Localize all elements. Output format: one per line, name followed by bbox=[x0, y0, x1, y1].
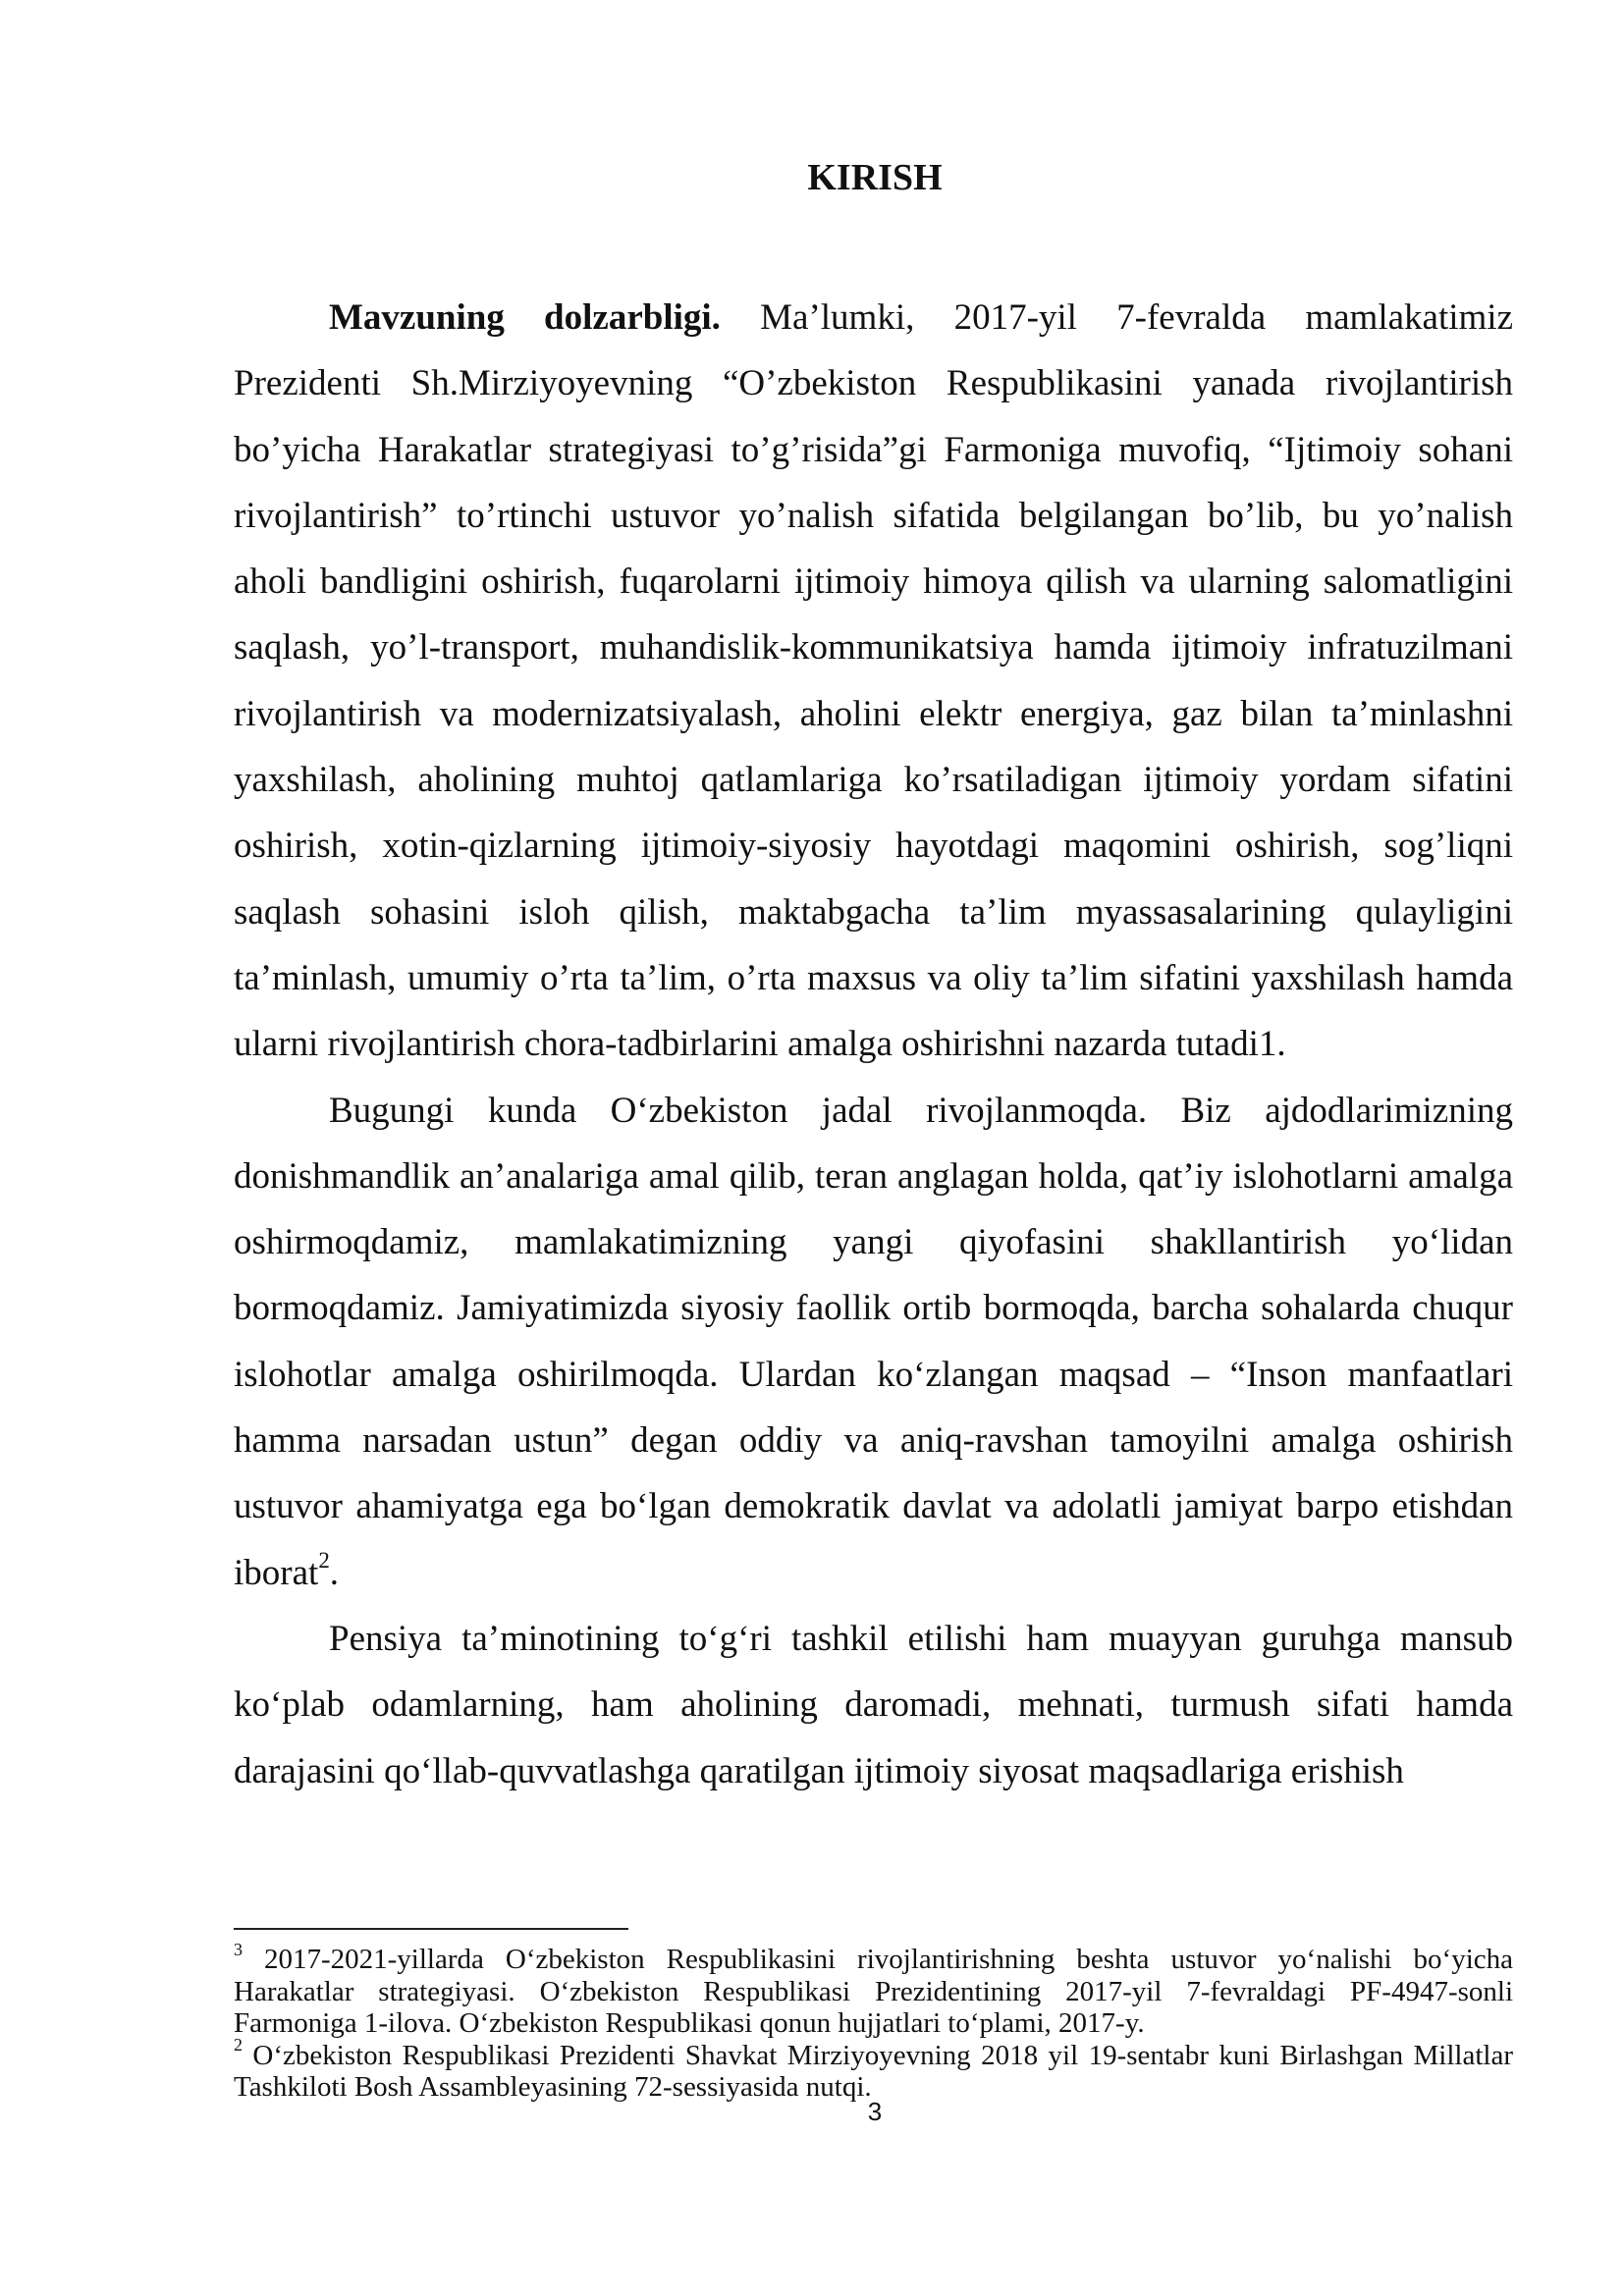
page-number: 3 bbox=[867, 2097, 883, 2126]
footnote-item bbox=[234, 2035, 1513, 2104]
paragraph-tail: . bbox=[329, 1552, 340, 1593]
paragraph-pension bbox=[234, 1606, 1513, 1804]
body-text bbox=[234, 285, 1513, 1804]
page-title: KIRISH bbox=[807, 157, 943, 198]
footnote-marker: 3 bbox=[234, 1939, 243, 1959]
footnote-reference[interactable]: 2 bbox=[318, 1547, 330, 1573]
footnote-text: O‘zbekiston Respublikasi Prezidenti Shavkat Mirziyoyevning 2018 yil 19-sentabr kuni Birlashgan Millatlar Tashkiloti Bosh Assambleyasining 72-sessiyasida nutqi. bbox=[234, 2039, 1513, 2103]
paragraph-text: Bugungi kunda O‘zbekiston jadal rivojlanmoqda. Biz ajdodlarimizning donishmandlik an’analariga amal qilib, teran anglagan holda, qat’iy islohotlarni amalga oshirmoqdamiz, mamlakatimizning yangi qiyofasini shakllantirish yo‘lidan bormoqdamiz. Jamiyatimizda siyosiy faollik ortib bormoqda, barcha sohalarda chuqur islohotlar amalga oshirilmoqda. Ulardan ko‘zlangan maqsad – “Inson manfaatlari hamma narsadan ustun” degan oddiy va aniq-ravshan tamoyilni amalga oshirish ustuvor ahamiyatga ega bo‘lgan demokratik davlat va adolatli jamiyat barpo etishdan iborat bbox=[234, 1090, 1513, 1593]
paragraph-text: Ma’lumki, 2017-yil 7-fevralda mamlakatimiz Prezidenti Sh.Mirziyoyevning “O’zbekiston Respublikasini yanada rivojlantirish bo’yicha Harakatlar strategiyasi to’g’risida”gi Farmoniga muvofiq, “Ijtimoiy sohani rivojlantirish” to’rtinchi ustuvor yo’nalish sifatida belgilangan bo’lib, bu yo’nalish aholi bandligini oshirish, fuqarolarni ijtimoiy himoya qilish va ularning salomatligini saqlash, yo’l-transport, muhandislik-kommunikatsiya hamda ijtimoiy infratuzilmani rivojlantirish va modernizatsiyalash, aholini elektr energiya, gaz bilan ta’minlashni yaxshilash, aholining muhtoj qatlamlariga ko’rsatiladigan ijtimoiy yordam sifatini oshirish, xotin-qizlarning ijtimoiy-siyosiy hayotdagi maqomini oshirish, sog’liqni saqlash sohasini isloh qilish, maktabgacha ta’lim myassasalarining qulayligini ta’minlash, umumiy o’rta ta’lim, o’rta maxsus va oliy ta’lim sifatini yaxshilash hamda ularni rivojlantirish chora-tadbirlarini amalga oshirishni nazarda tutadi1. bbox=[234, 297, 1513, 1065]
footnote-item bbox=[234, 1939, 1513, 2040]
footnotes bbox=[234, 1939, 1513, 2104]
footnote-text: 2017-2021-yillarda O‘zbekiston Respublikasini rivojlantirishning beshta ustuvor yo‘nalishi bo‘yicha Harakatlar strategiyasi. O‘zbekiston Respublikasi Prezidentining 2017-yil 7-fevraldagi PF-4947-sonli Farmoniga 1-ilova. O‘zbekiston Respublikasi qonun hujjatlari to‘plami, 2017-y. bbox=[234, 1944, 1513, 2039]
paragraph-relevance bbox=[234, 285, 1513, 1078]
paragraph-lead: Mavzuning dolzarbligi. bbox=[329, 297, 721, 338]
paragraph-text: Pensiya ta’minotining to‘g‘ri tashkil etilishi ham muayyan guruhga mansub ko‘plab odamlarning, ham aholining daromadi, mehnati, turmush sifati hamda darajasini qo‘llab-quvvatlashga qaratilgan ijtimoiy siyosat maqsadlariga erishish bbox=[234, 1618, 1513, 1791]
paragraph-uzbekistan-development bbox=[234, 1078, 1513, 1606]
footnote-marker: 2 bbox=[234, 2035, 243, 2056]
footnote-separator bbox=[234, 1928, 628, 1930]
